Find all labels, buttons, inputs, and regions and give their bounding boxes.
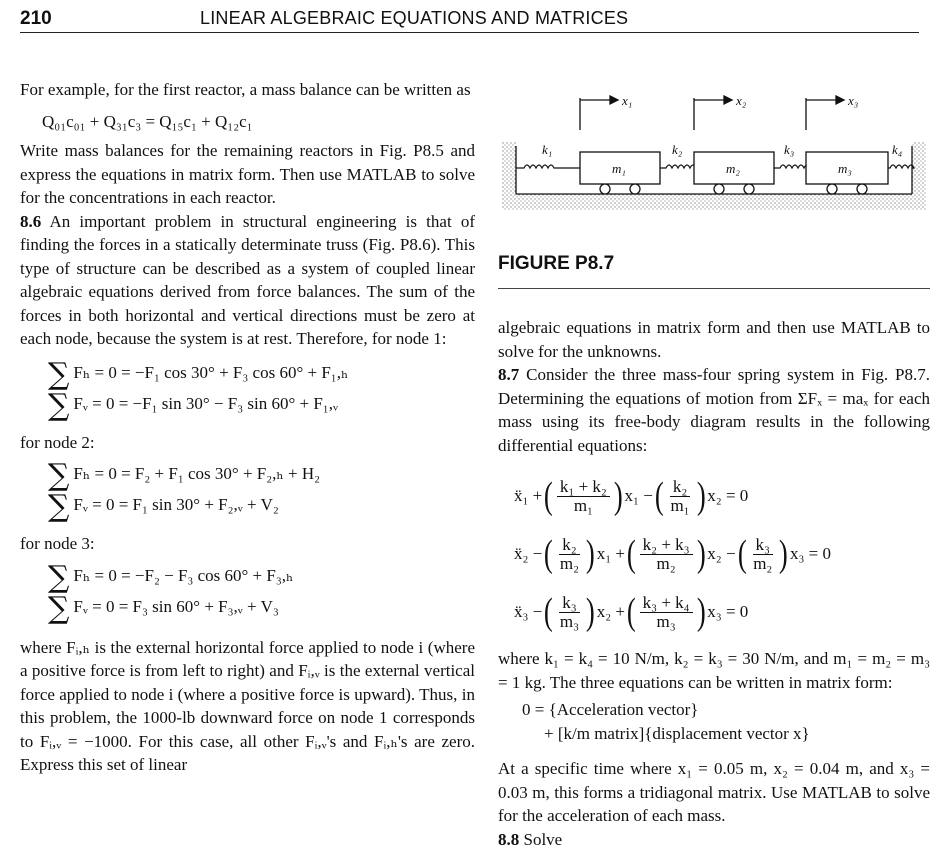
- left-wall: [502, 142, 516, 210]
- equation-node2-v: Fᵥ = 0 = F₁ sin 30° + F₂,ᵥ + V₂: [73, 495, 279, 514]
- paragraph-matrix-form: algebraic equations in matrix form and then use MATLAB to solve for the unknowns.: [498, 318, 930, 361]
- node3-label: for node 3:: [20, 534, 95, 553]
- left-column: [20, 78, 475, 777]
- sigma-symbol: ∑: [48, 489, 70, 524]
- label-k3: k₃: [784, 142, 795, 157]
- label-m3: m₃: [838, 161, 852, 176]
- wheel: [857, 184, 867, 194]
- label-x1: x₁: [622, 93, 633, 108]
- equation-mass-balance: Q₀₁c₀₁ + Q₃₁c₃ = Q₁₅c₁ + Q₁₂c₁: [42, 111, 253, 131]
- label-m1: m₁: [612, 161, 626, 176]
- node1-equations: [20, 356, 475, 423]
- paragraph-specific-time: At a specific time where x₁ = 0.05 m, x₂ = 0.04 m, and x₃ = 0.03 m, this forms a tridiagonal matrix. Use MATLAB to solve for the acceleration of each mass.: [498, 759, 930, 825]
- sigma-symbol: ∑: [48, 559, 70, 595]
- spring-k4: [888, 165, 914, 168]
- sigma-symbol: ∑: [48, 356, 70, 392]
- paragraph-problem-8-8: [498, 828, 930, 852]
- paragraph-parameters: where k₁ = k₄ = 10 N/m, k₂ = k₃ = 30 N/m, and m₁ = m₂ = m₃ = 1 kg. The three equations can be written in matrix form:: [498, 649, 930, 692]
- problem-text: Consider the three mass-four spring system in Fig. P8.7. Determining the equations of motion from ΣFₓ = maₓ for each mass using its free-body diagram results in the following differential equations:: [498, 365, 930, 455]
- label-x2: x₂: [736, 93, 747, 108]
- node2-equations: [20, 458, 475, 524]
- equation-de2: ẍ₂ − ( $\frac{\text{k₂}}{\text{m₂}}$ ) x₁ + ( $\frac{\text{k₂ + k₃}}{\text{m₂}}$ ) x₂ − ( $\frac{\text{k₃}}{\text{m₂}}$ ) x₃ = 0: [514, 533, 832, 575]
- equation-node1-h: Fₕ = 0 = −F₁ cos 30° + F₃ cos 60° + F₁,ₕ: [73, 362, 349, 382]
- matrix-form-line2: + [k/m matrix]{displacement vector x}: [544, 723, 810, 743]
- label-m2: m₂: [726, 161, 740, 176]
- spring-k2: [660, 165, 696, 168]
- wheel: [714, 184, 724, 194]
- node2-label: for node 2:: [20, 432, 95, 452]
- label-k2: k₂: [672, 142, 683, 157]
- figure-spring-mass-system: [498, 86, 930, 216]
- right-wall: [912, 142, 926, 210]
- problem-number: 8.7: [498, 365, 520, 384]
- header-rule: [20, 32, 919, 33]
- page-number: 210: [20, 8, 52, 29]
- equation-node1-v: Fᵥ = 0 = −F₁ sin 30° − F₃ sin 60° + F₁,ᵥ: [73, 393, 338, 413]
- wheel: [600, 184, 610, 194]
- problem-number: 8.8: [498, 829, 520, 849]
- node3-equations: [20, 559, 475, 626]
- paragraph-external-forces: where Fᵢ,ₕ is the external horizontal force applied to node i (where a positive force is from left to right) and Fᵢ,ᵥ is the external vertical force applied to node i (where a positive force is upward). Thus, in this problem, the 1000-lb downward force on node 1 corresponds to Fᵢ,ᵥ = −1000. For this case, all other Fᵢ,ᵥ's and Fᵢ,ₕ's are zero. Express this set of linear: [20, 637, 475, 774]
- matrix-form-line1: 0 = {Acceleration vector}: [522, 700, 699, 719]
- equation-de1: ẍ₁ + ( $\frac{\text{k₁ + k₂}}{\text{m₁}}$ ) x₁ − ( $\frac{\text{k₂}}{\text{m₁}}$ ) x₂ = 0: [514, 475, 749, 517]
- label-k1: k₁: [542, 142, 553, 157]
- sigma-symbol: ∑: [48, 590, 70, 626]
- right-column: [498, 316, 930, 851]
- spring-k1: [516, 165, 580, 168]
- label-x3: x₃: [848, 93, 859, 108]
- equation-node3-v: Fᵥ = 0 = F₃ sin 60° + F₃,ᵥ + V₃: [73, 596, 279, 616]
- wheel: [827, 184, 837, 194]
- equation-de3: ẍ₃ − ( $\frac{\text{k₃}}{\text{m₃}}$ ) x₂ + ( $\frac{\text{k₃ + k₄}}{\text{m₃}}$ ) x₃ = 0: [514, 591, 749, 633]
- problem-text: An important problem in structural engineering is that of finding the forces in a statically determinate truss (Fig. P8.6). This type of structure can be described as a system of coupled linear algebraic equations derived from force balances. The sum of the forces in both horizontal and vertical directions must be zero at each node, because the system is at rest. Therefore, for node 1:: [20, 211, 476, 348]
- figure-rule: [498, 288, 930, 289]
- equation-node3-h: Fₕ = 0 = −F₂ − F₃ cos 60° + F₃,ₕ: [73, 565, 294, 585]
- paragraph-problem-8-7: [498, 363, 930, 457]
- paragraph-problem-8-6: [20, 210, 475, 351]
- problem-text: Solve: [523, 829, 563, 849]
- problem-number: 8.6: [20, 211, 42, 231]
- running-header: LINEAR ALGEBRAIC EQUATIONS AND MATRICES: [200, 8, 629, 28]
- label-k4: k₄: [892, 142, 903, 157]
- sigma-symbol: ∑: [48, 387, 70, 423]
- wheel: [744, 184, 754, 194]
- wheel: [630, 184, 640, 194]
- figure-caption: FIGURE P8.7: [498, 253, 615, 274]
- spring-k3: [774, 165, 810, 168]
- paragraph-write-mass-balances: Write mass balances for the remaining reactors in Fig. P8.5 and express the equations in matrix form. Then use MATLAB to solve for the concentrations in each reactor.: [20, 141, 475, 207]
- paragraph-mass-balance-intro: For example, for the first reactor, a mass balance can be written as: [20, 80, 471, 99]
- equation-node2-h: Fₕ = 0 = F₂ + F₁ cos 30° + F₂,ₕ + H₂: [73, 464, 321, 483]
- ground: [508, 194, 920, 210]
- differential-equations: [498, 467, 930, 641]
- sigma-symbol: ∑: [48, 458, 70, 493]
